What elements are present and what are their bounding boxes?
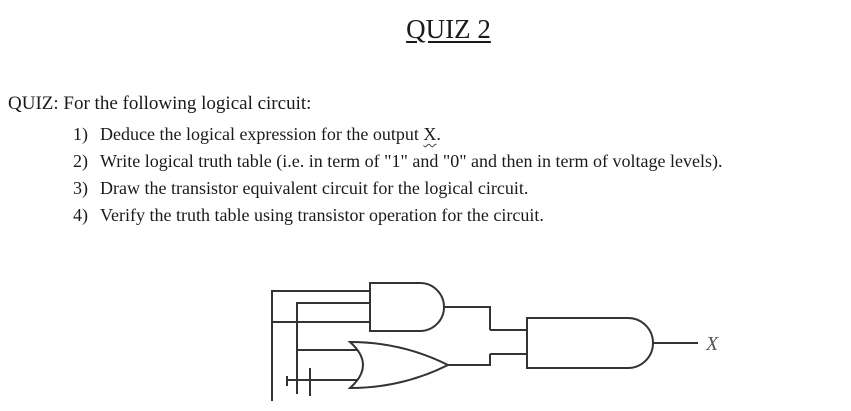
output-variable: X (423, 124, 437, 144)
question-text: Deduce the logical expression for the output (100, 124, 424, 144)
and-gate-2 (527, 318, 653, 368)
question-text: Draw the transistor equivalent circuit for the logical circuit. (100, 178, 529, 198)
or-gate (350, 342, 448, 388)
question-item (73, 202, 722, 229)
quiz-title: QUIZ 2 (406, 14, 491, 44)
question-number: 1) (73, 124, 88, 144)
question-tail: . (436, 124, 441, 144)
question-item (73, 175, 722, 202)
question-text: Verify the truth table using transistor operation for the circuit. (100, 205, 544, 225)
logic-circuit-diagram (250, 276, 770, 406)
question-number: 4) (73, 205, 88, 225)
quiz-intro: QUIZ: For the following logical circuit: (8, 93, 312, 114)
question-number: 2) (73, 151, 88, 171)
wire-or-out (448, 354, 490, 365)
question-item (73, 121, 722, 148)
question-text: Write logical truth table (i.e. in term of "1" and "0" and then in term of voltage levels). (100, 151, 723, 171)
and-gate-1 (370, 283, 444, 331)
wire-and1-out (444, 307, 490, 330)
output-label: X (706, 333, 719, 355)
question-list (73, 121, 722, 229)
question-item (73, 148, 722, 175)
question-number: 3) (73, 178, 88, 198)
